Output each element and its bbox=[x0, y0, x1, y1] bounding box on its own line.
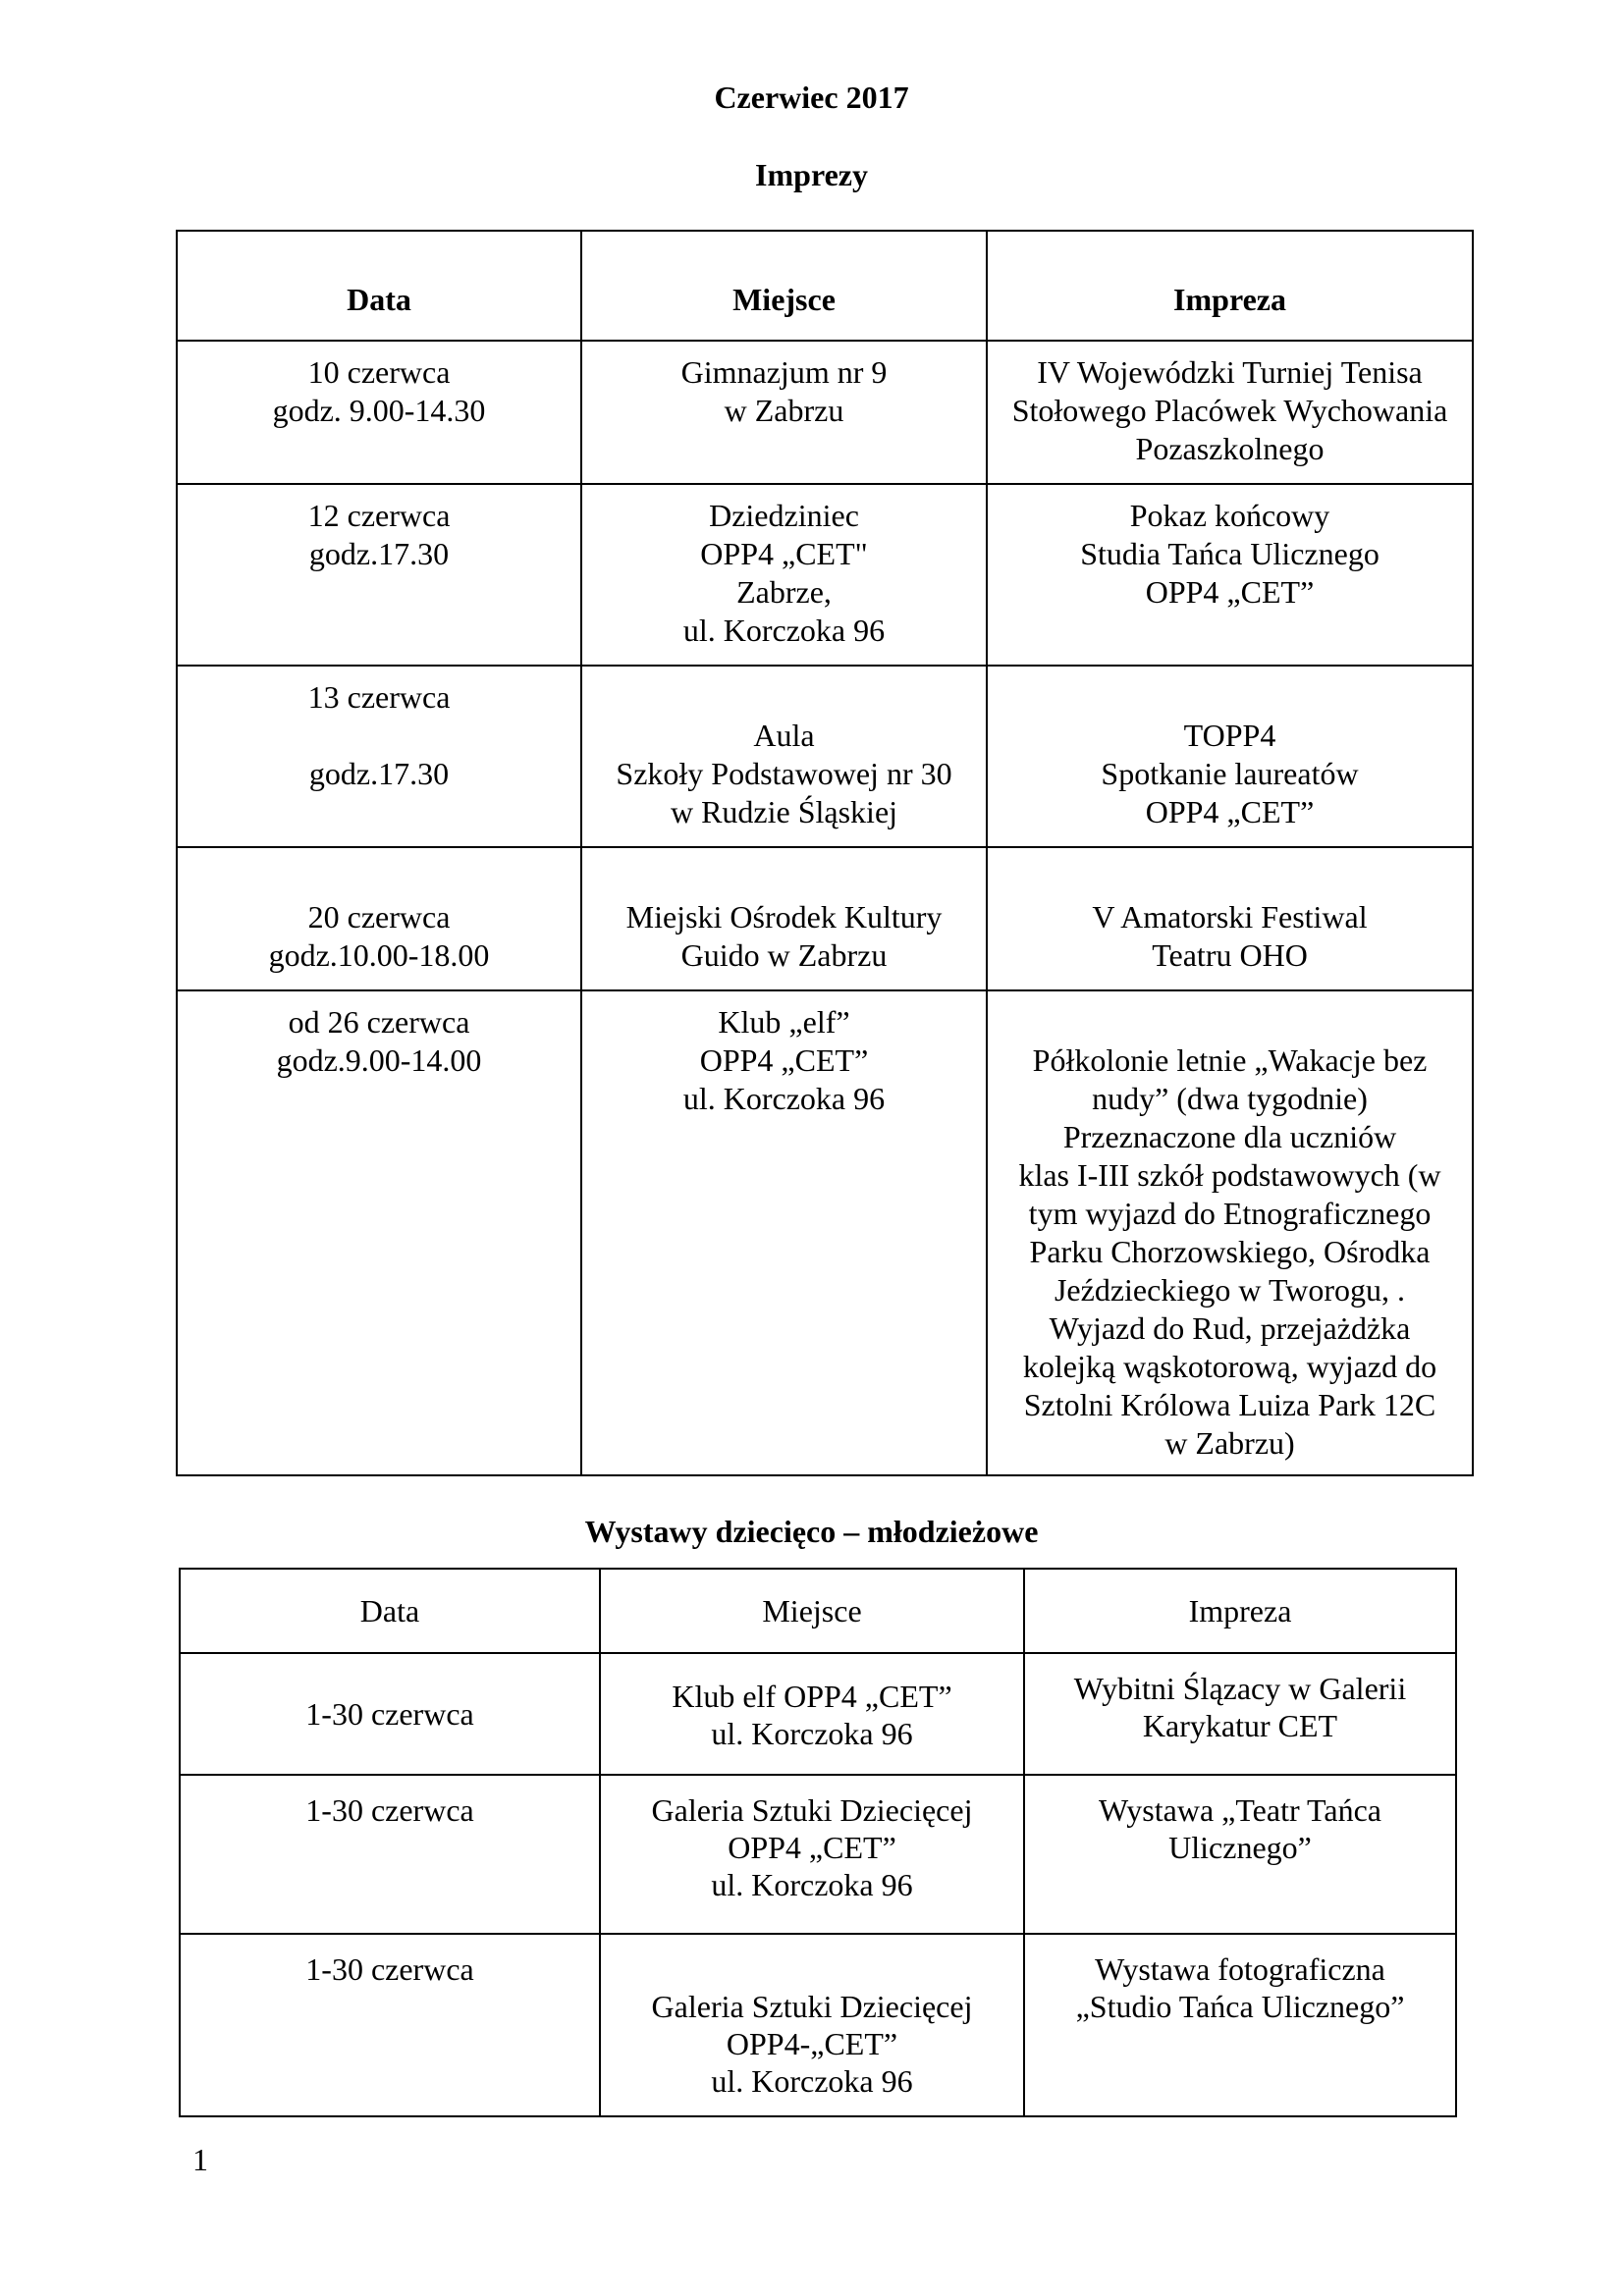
event-place-cell bbox=[581, 990, 987, 1475]
event-name-cell bbox=[987, 666, 1473, 847]
time-line: godz.17.30 bbox=[308, 756, 450, 791]
place-line: ul. Korczoka 96 bbox=[682, 613, 886, 648]
place-line: Aula bbox=[753, 718, 815, 753]
time-line: godz.10.00-18.00 bbox=[268, 937, 490, 973]
event-line: IV Wojewódzki Turniej Tenisa bbox=[1037, 354, 1423, 390]
event-date-cell bbox=[177, 847, 581, 990]
place-line: ul. Korczoka 96 bbox=[711, 1867, 913, 1902]
events-header-row bbox=[177, 231, 1473, 341]
exhibition-date-cell bbox=[180, 1934, 600, 2116]
exhibition-name-cell bbox=[1024, 1775, 1456, 1934]
exhibition-name-cell bbox=[1024, 1934, 1456, 2116]
event-name-cell bbox=[987, 990, 1473, 1475]
event-line: OPP4 „CET” bbox=[1145, 794, 1315, 829]
place-line: w Rudzie Śląskiej bbox=[670, 794, 898, 829]
table-row bbox=[177, 990, 1473, 1475]
event-line: Wystawa „Teatr Tańca bbox=[1099, 1792, 1381, 1828]
date-line: 10 czerwca bbox=[307, 354, 451, 390]
date-line: 1-30 czerwca bbox=[305, 1951, 474, 1987]
event-place-cell bbox=[581, 847, 987, 990]
event-line: Ulicznego” bbox=[1168, 1830, 1312, 1865]
place-line: Galeria Sztuki Dziecięcej bbox=[651, 1792, 973, 1828]
time-line: godz.9.00-14.00 bbox=[276, 1042, 482, 1078]
event-line: OPP4 „CET” bbox=[1145, 574, 1315, 610]
place-line: Szkoły Podstawowej nr 30 bbox=[616, 756, 952, 791]
header-impreza: Impreza bbox=[1024, 1569, 1456, 1653]
event-line: w Zabrzu) bbox=[1164, 1425, 1295, 1461]
exhibition-place-cell bbox=[600, 1653, 1024, 1775]
place-line: ul. Korczoka 96 bbox=[711, 2063, 913, 2099]
event-line: Teatru OHO bbox=[1152, 937, 1308, 973]
exhibition-date-cell bbox=[180, 1775, 600, 1934]
table-row bbox=[177, 847, 1473, 990]
event-line: V Amatorski Festiwal bbox=[1092, 899, 1368, 934]
event-line: Parku Chorzowskiego, Ośrodka bbox=[1029, 1234, 1431, 1269]
place-line: OPP4-„CET” bbox=[726, 2026, 898, 2061]
time-line: godz.17.30 bbox=[308, 536, 450, 571]
date-line: 13 czerwca bbox=[307, 679, 451, 715]
event-line: Pozaszkolnego bbox=[1135, 431, 1325, 466]
event-line: klas I-III szkół podstawowych (w bbox=[1018, 1157, 1441, 1193]
event-place-cell bbox=[581, 666, 987, 847]
header-miejsce: Miejsce bbox=[581, 231, 987, 341]
event-date-cell bbox=[177, 990, 581, 1475]
event-place-cell bbox=[581, 341, 987, 484]
section-title-events: Imprezy bbox=[755, 157, 868, 192]
exhibition-place-cell bbox=[600, 1934, 1024, 2116]
exhibition-place-cell bbox=[600, 1775, 1024, 1934]
place-line: Klub „elf” bbox=[718, 1004, 850, 1040]
place-line: Zabrze, bbox=[736, 574, 832, 610]
place-line: Dziedziniec bbox=[709, 498, 859, 533]
event-line: nudy” (dwa tygodnie) bbox=[1092, 1081, 1368, 1116]
spacer bbox=[186, 717, 572, 755]
spacer bbox=[996, 678, 1464, 717]
spacer bbox=[590, 678, 978, 717]
event-line: kolejką wąskotorową, wyjazd do bbox=[1022, 1349, 1437, 1384]
header-impreza: Impreza bbox=[987, 231, 1473, 341]
event-line: Przeznaczone dla uczniów bbox=[1062, 1119, 1397, 1154]
event-line: TOPP4 bbox=[1183, 718, 1276, 753]
time-line: godz. 9.00-14.30 bbox=[272, 393, 486, 428]
table-row bbox=[177, 666, 1473, 847]
exhibitions-table bbox=[179, 1568, 1457, 2117]
place-line: w Zabrzu bbox=[724, 393, 844, 428]
place-line: Guido w Zabrzu bbox=[680, 937, 888, 973]
page-title: Czerwiec 2017 bbox=[714, 80, 909, 115]
header-data: Data bbox=[177, 231, 581, 341]
place-line: ul. Korczoka 96 bbox=[711, 1716, 913, 1751]
event-line: Karykatur CET bbox=[1142, 1708, 1338, 1743]
event-name-cell bbox=[987, 341, 1473, 484]
event-line: Studia Tańca Ulicznego bbox=[1080, 536, 1380, 571]
event-line: Pokaz końcowy bbox=[1129, 498, 1330, 533]
table-row bbox=[177, 341, 1473, 484]
event-date-cell bbox=[177, 484, 581, 666]
place-line: Gimnazjum nr 9 bbox=[680, 354, 888, 390]
place-line: OPP4 „CET” bbox=[728, 1830, 896, 1865]
event-line: „Studio Tańca Ulicznego” bbox=[1075, 1989, 1405, 2024]
event-line: Stołowego Placówek Wychowania bbox=[1011, 393, 1448, 428]
event-line: tym wyjazd do Etnograficznego bbox=[1028, 1196, 1432, 1231]
date-line: 20 czerwca bbox=[307, 899, 451, 934]
events-table bbox=[176, 230, 1474, 1476]
event-line: Jeździeckiego w Tworogu, . bbox=[1054, 1272, 1406, 1308]
page-number: 1 bbox=[192, 2142, 208, 2177]
event-date-cell bbox=[177, 341, 581, 484]
event-line: Wybitni Ślązacy w Galerii bbox=[1073, 1671, 1407, 1706]
date-line: 1-30 czerwca bbox=[305, 1696, 474, 1732]
event-line: Wystawa fotograficzna bbox=[1095, 1951, 1385, 1987]
place-line: Miejski Ośrodek Kultury bbox=[625, 899, 943, 934]
exhibitions-header-row bbox=[180, 1569, 1456, 1653]
date-line: od 26 czerwca bbox=[288, 1004, 470, 1040]
event-line: Półkolonie letnie „Wakacje bez bbox=[1032, 1042, 1428, 1078]
place-line: Klub elf OPP4 „CET” bbox=[672, 1679, 952, 1714]
event-line: Wyjazd do Rud, przejażdżka bbox=[1049, 1310, 1411, 1346]
event-line: Spotkanie laureatów bbox=[1101, 756, 1359, 791]
header-data: Data bbox=[180, 1569, 600, 1653]
place-line: OPP4 „CET" bbox=[700, 536, 868, 571]
event-line: Sztolni Królowa Luiza Park 12C bbox=[1023, 1387, 1436, 1422]
place-line: ul. Korczoka 96 bbox=[682, 1081, 886, 1116]
event-date-cell bbox=[177, 666, 581, 847]
exhibition-name-cell bbox=[1024, 1653, 1456, 1775]
table-row bbox=[180, 1775, 1456, 1934]
date-line: 12 czerwca bbox=[307, 498, 451, 533]
header-miejsce: Miejsce bbox=[600, 1569, 1024, 1653]
date-line: 1-30 czerwca bbox=[305, 1792, 474, 1828]
event-name-cell bbox=[987, 847, 1473, 990]
table-row bbox=[180, 1653, 1456, 1775]
section-title-exhibitions: Wystawy dziecięco – młodzieżowe bbox=[584, 1514, 1039, 1549]
table-row bbox=[177, 484, 1473, 666]
table-row bbox=[180, 1934, 1456, 2116]
place-line: OPP4 „CET” bbox=[699, 1042, 869, 1078]
place-line: Galeria Sztuki Dziecięcej bbox=[651, 1989, 973, 2024]
event-place-cell bbox=[581, 484, 987, 666]
exhibition-date-cell bbox=[180, 1653, 600, 1775]
event-name-cell bbox=[987, 484, 1473, 666]
